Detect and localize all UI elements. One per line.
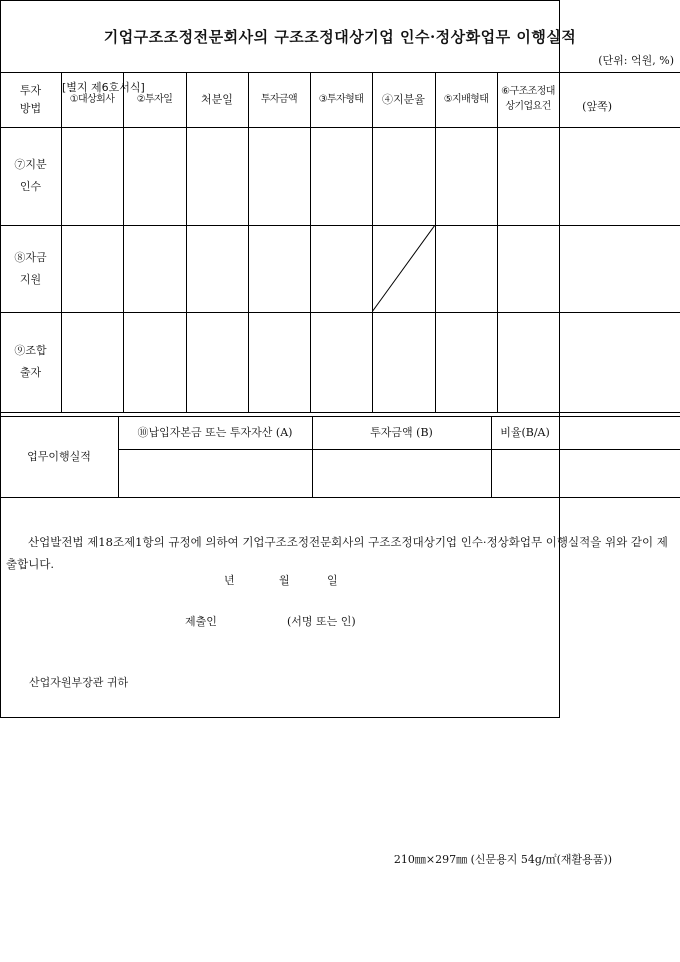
header-equity-ratio: ④지분율 — [382, 92, 425, 106]
document-title: 기업구조조정전문회사의 구조조정대상기업 인수·정상화업무 이행실적 — [103, 28, 577, 46]
header-investment-type: ③투자형태 — [318, 93, 364, 105]
header-control-type: ⑤지배형태 — [443, 93, 489, 105]
submission-statement: 산업발전법 제18조제1항의 규정에 의하여 기업구조조정전문회사의 구조조정대상기업 인수·정상화업무 이행실적을 위와 같이 제출합니다. — [6, 535, 668, 571]
header-investment-amount: 투자금액 — [260, 93, 298, 105]
row-label-fund-support: ⑧자금 지원 — [14, 250, 47, 286]
paper-spec-footer: 210㎜×297㎜ (신문용지 54g/㎡(재활용품)) — [393, 853, 612, 866]
header-method: 투자 방법 — [19, 83, 42, 115]
performance-header-investment: 투자금액 (B) — [370, 425, 433, 439]
unit-label: (단위: 억원, %) — [598, 54, 674, 67]
date-year: 년 — [224, 574, 235, 587]
performance-label: 업무이행실적 — [27, 449, 91, 463]
header-target-company: ①대상회사 — [69, 93, 115, 105]
submitter-label: 제출인 — [185, 615, 217, 628]
header-investment-date: ②투자일 — [136, 93, 173, 105]
signature-label: (서명 또는 인) — [287, 615, 356, 628]
performance-header-capital: ⑩납입자본금 또는 투자자산 (A) — [137, 425, 293, 439]
header-disposal-date: 처분일 — [201, 92, 233, 106]
row-label-partnership-investment: ⑨조합 출자 — [14, 344, 47, 379]
date-month: 월 — [279, 574, 290, 587]
form-label: [별지 제6호서식] — [62, 81, 145, 94]
performance-header-ratio: 비율(B/A) — [500, 425, 550, 439]
header-restructuring-requirement: ⑥구조조정대 상기업요건 — [501, 86, 555, 112]
row-label-equity-acquisition: ⑦지분 인수 — [14, 158, 47, 193]
page-side-label: (앞쪽) — [582, 100, 612, 113]
diagonal-strike-mark — [372, 225, 435, 312]
date-day: 일 — [327, 574, 338, 587]
recipient-label: 산업자원부장관 귀하 — [29, 676, 129, 689]
